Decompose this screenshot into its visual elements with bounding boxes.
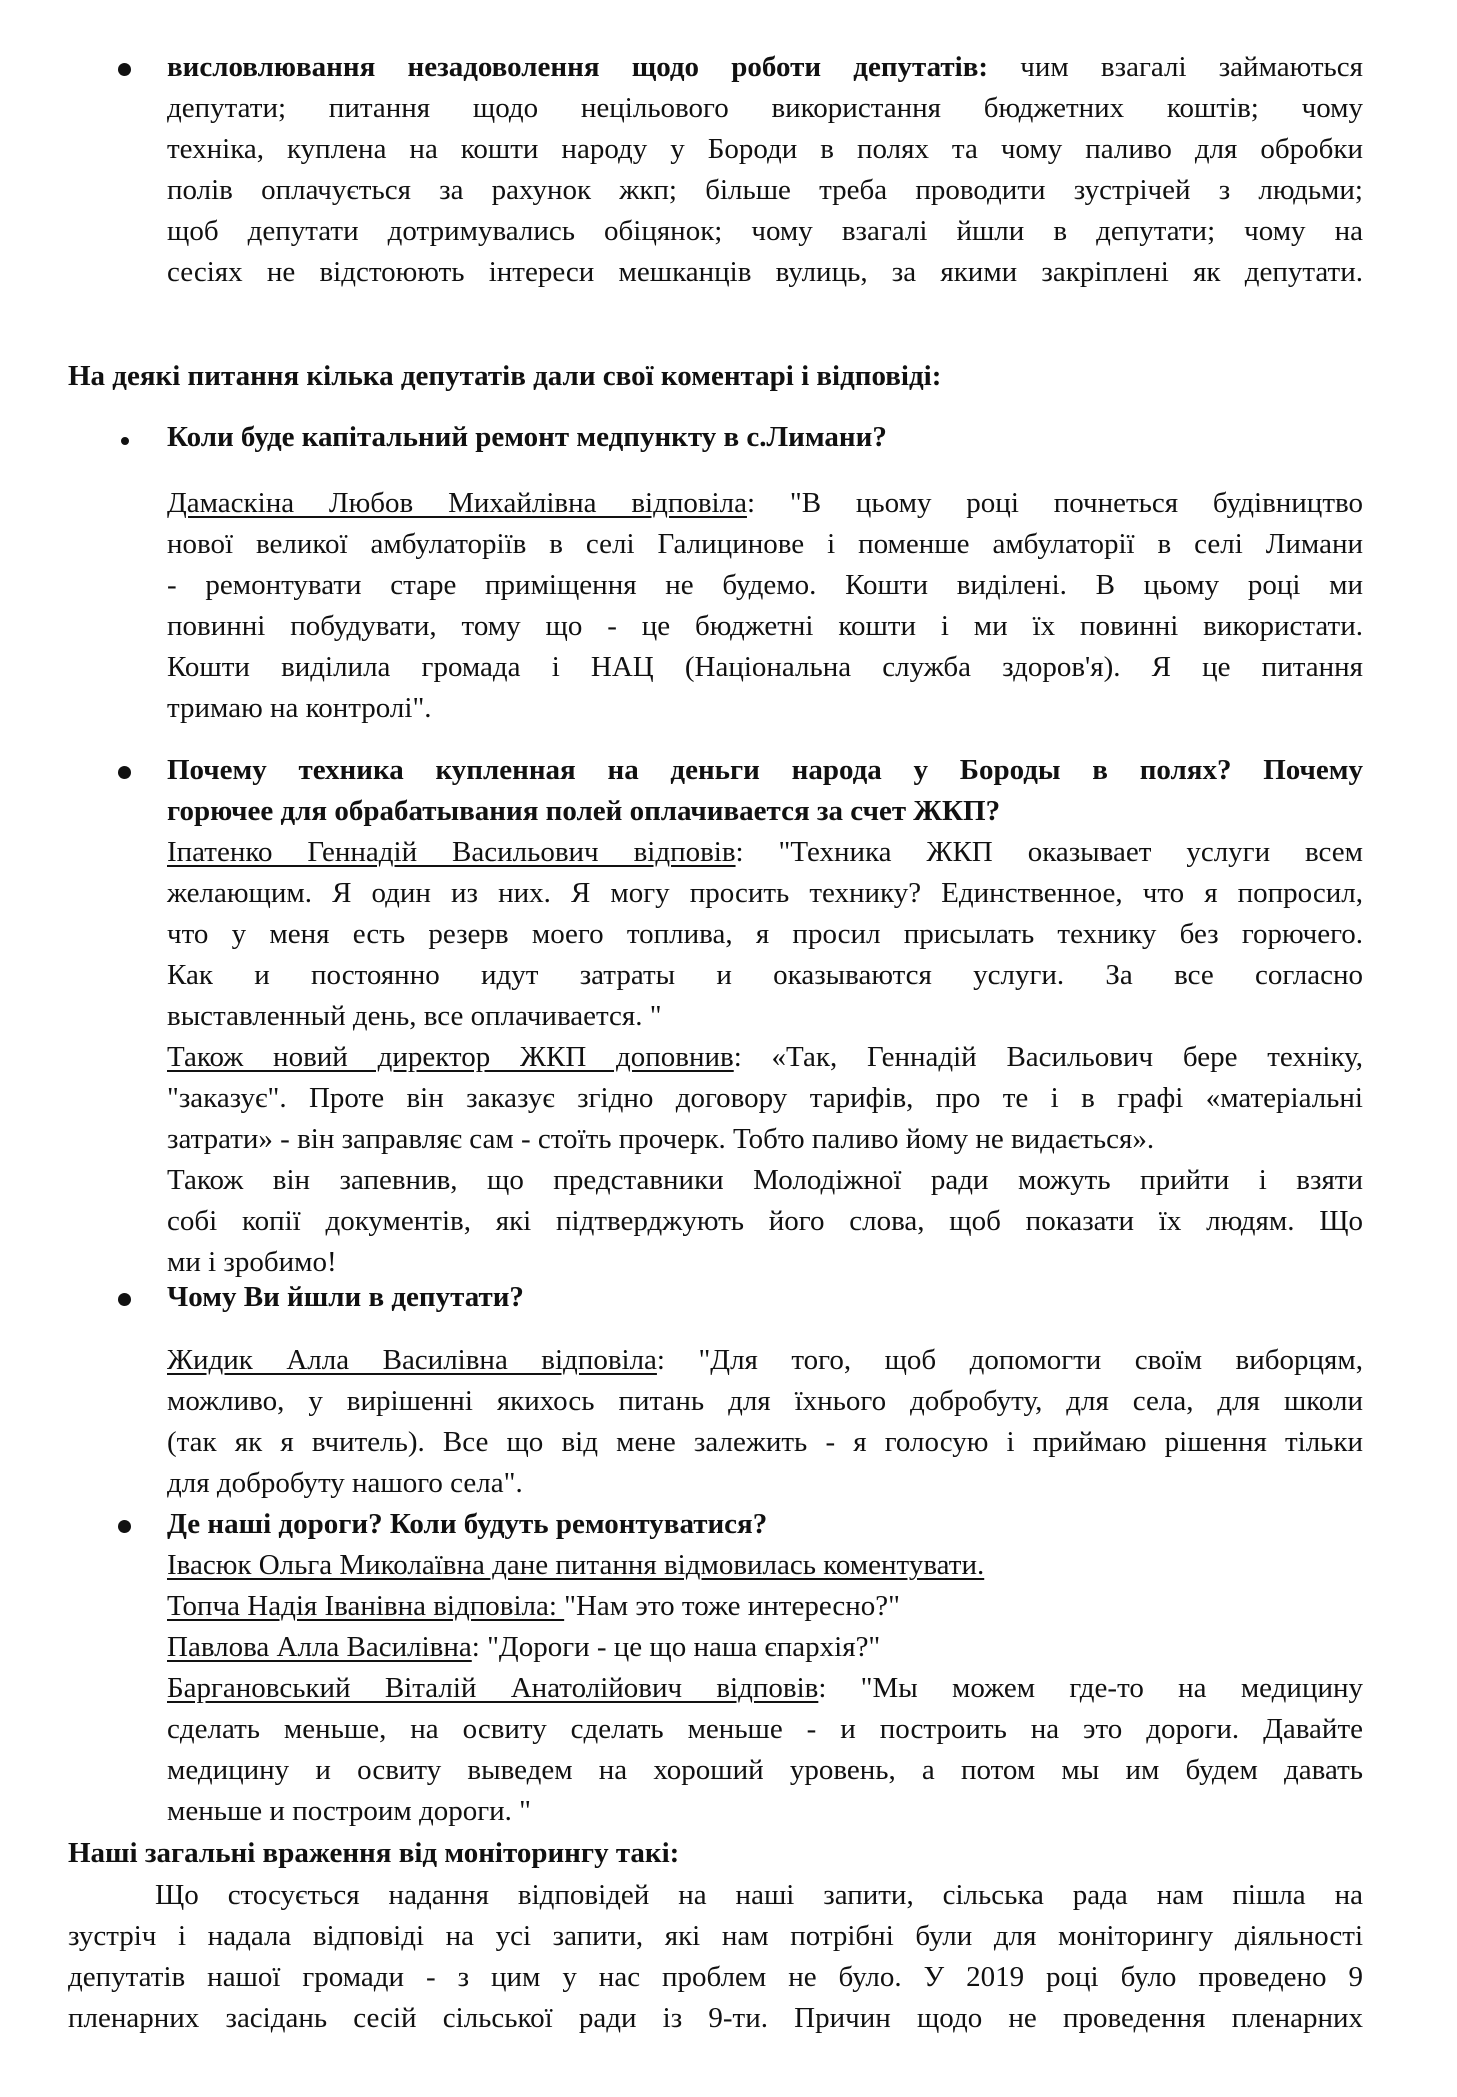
speaker-name: Топча Надія Іванівна відповіла: <box>167 1590 565 1622</box>
section-heading-impressions: Наші загальні враження від моніторингу такі: <box>68 1837 680 1869</box>
speaker-name: Іпатенко Геннадій Васильович відповів <box>167 836 736 868</box>
conclusion-paragraph: Що стосується надання відповідей на наші запити, сільська рада нам пішла на зустріч і надала відповіді на усі запити, які нам потрібні були для моніторингу діяльності депутатів нашої громади - з цим у нас проблем не було. У 2019 році було проведено 9 пленарних засідань сесій сільської ради із 9-ти. Причин щодо не проведення пленарних <box>68 1879 1363 2034</box>
answer-damaskina: Дамаскіна Любов Михайлівна відповіла: "В цьому році почнеться будівництво нової великої амбулаторіїв в селі Галицинове і поменше амбулаторії в селі Лимани - ремонтувати старе приміщення не будемо. Кошти виділені. В цьому році ми повинні побудувати, тому що - це бюджетні кошти і ми їх повинні використати. Кошти виділила громада і НАЦ (Національна служба здоров'я). Я це питання тримаю на контролі". <box>167 487 1363 724</box>
speaker-name: Баргановський Віталій Анатолійович відповів <box>167 1672 819 1704</box>
complaints-label: висловлювання незадоволення щодо роботи депутатів: <box>167 51 989 83</box>
complaints-paragraph: висловлювання незадоволення щодо роботи депутатів: чим взагалі займаються депутати; питання щодо нецільового використання бюджетних коштів; чому техніка, куплена на кошти народу у Бороди в полях та чому паливо для обробки полів оплачується за рахунок жкп; більше треба проводити зустрічей з людьми; щоб депутати дотримувались обіцянок; чому взагалі йшли в депутати; чому на сесіях не відстоюють інтереси мешканців вулиць, за якими закріплені як депутати. <box>167 51 1363 288</box>
bullet-icon <box>118 1520 131 1533</box>
bullet-icon <box>121 437 129 445</box>
bullet-icon <box>118 1293 131 1306</box>
answer-zhydyk: Жидик Алла Василівна відповіла: "Для того, щоб допомогти своїм виборцям, можливо, у вирішенні якихось питань для їхнього добробуту, для села, для школи (так як я вчитель). Все що від мене залежить - я голосую і приймаю рішення тільки для добробуту нашого села". <box>167 1344 1363 1499</box>
speaker-name: Павлова Алла Василівна <box>167 1631 472 1663</box>
bullet-icon <box>118 63 131 76</box>
question-roads: Де наші дороги? Коли будуть ремонтуватися? <box>167 1508 768 1540</box>
question-technika: Почему техника купленная на деньги народа у Бороды в полях? Почему горючее для обрабатывания полей оплачивается за счет ЖКП? <box>167 754 1363 827</box>
speaker-name: Також новий директор ЖКП доповнив <box>167 1041 734 1073</box>
bullet-icon <box>118 766 131 779</box>
section-heading-answers: На деякі питання кілька депутатів дали свої коментарі і відповіді: <box>68 360 942 392</box>
answer-ipatenko: Іпатенко Геннадій Васильович відповів: "Техника ЖКП оказывает услуги всем желающим. Я один из них. Я могу просить технику? Единственное, что я попросил, что у меня есть резерв моего топлива, я просил присылать технику без горючего. Как и постоянно идут затраты и оказываются услуги. За все согласно выставленный день, все оплачивается. " Також новий директор ЖКП доповнив: «Так, Геннадій Васильович бере техніку, "заказує". Проте він заказує згідно договору тарифів, про те і в графі «матеріальні затрати» - він заправляє сам - стоїть прочерк. Тобто паливо йому не видається». Також він запевнив, що представники Молодіжної ради можуть прийти і взяти собі копії документів, які підтверджують його слова, щоб показати їх людям. Що ми і зробимо! <box>167 836 1363 1278</box>
question-why-deputy: Чому Ви йшли в депутати? <box>167 1281 524 1313</box>
speaker-name: Жидик Алла Василівна відповіла <box>167 1344 657 1376</box>
answer-ivasyuk: Івасюк Ольга Миколаївна дане питання відмовилась коментувати. <box>167 1549 985 1581</box>
answers-roads: Івасюк Ольга Миколаївна дане питання відмовилась коментувати. Топча Надія Іванівна відповіла: "Нам это тоже интересно?" Павлова Алла Василівна: "Дороги - це що наша єпархія?" Баргановський Віталій Анатолійович відповів: "Мы можем где-то на медицину сделать меньше, на освиту сделать меньше - и построить на это дороги. Давайте медицину и освиту выведем на хороший уровень, а потом мы им будем давать меньше и построим дороги. " <box>167 1549 1364 1827</box>
speaker-name: Дамаскіна Любов Михайлівна відповіла <box>167 487 747 519</box>
question-medpunkt: Коли буде капітальний ремонт медпункту в с.Лимани? <box>167 421 887 453</box>
